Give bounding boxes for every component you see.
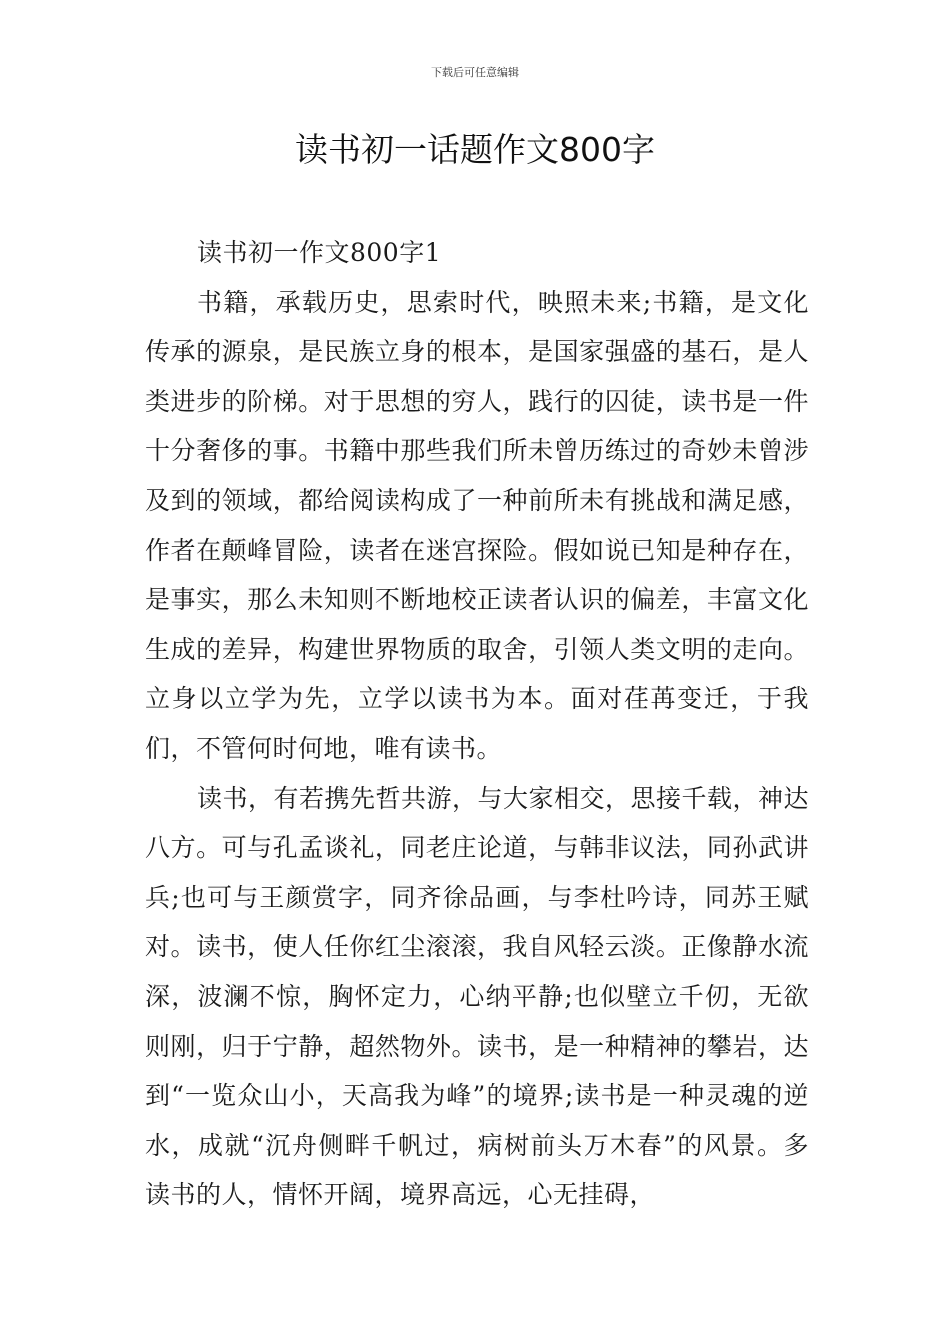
paragraph-2: 读书，有若携先哲共游，与大家相交，思接千载，神达八方。可与孔孟谈礼，同老庄论道，与韩非议法，同孙武讲兵;也可与王颜赏字，同齐徐品画，与李杜吟诗，同苏王赋对。读书，使人任你红尘滚滚，我自风轻云淡。正像静水流深，波澜不惊，胸怀定力，心纳平静;也似壁立千仞，无欲则刚，归于宁静，超然物外。读书，是一种精神的攀岩，达到“一览众山小，天高我为峰”的境界;读书是一种灵魂的逆水，成就“沉舟侧畔千帆过，病树前头万木春”的风景。多读书的人，情怀开阔，境界高远，心无挂碍， xyxy=(145,783,810,1210)
document-body xyxy=(145,228,809,1220)
header-note: 下载后可任意编辑 xyxy=(431,66,519,79)
paragraph-1: 书籍，承载历史，思索时代，映照未来;书籍，是文化传承的源泉，是民族立身的根本，是国家强盛的基石，是人类进步的阶梯。对于思想的穷人，践行的囚徒，读书是一件十分奢侈的事。书籍中那些我们所未曾历练过的奇妙未曾涉及到的领域，都给阅读构成了一种前所未有挑战和满足感，作者在颠峰冒险，读者在迷宫探险。假如说已知是种存在，是事实，那么未知则不断地校正读者认识的偏差，丰富文化生成的差异，构建世界物质的取舍，引领人类文明的走向。立身以立学为先，立学以读书为本。面对荏苒变迁，于我们，不管何时何地，唯有读书。 xyxy=(145,287,809,763)
section-heading: 读书初一作文800字1 xyxy=(197,238,442,267)
document-title: 读书初一话题作文800字 xyxy=(295,130,655,169)
